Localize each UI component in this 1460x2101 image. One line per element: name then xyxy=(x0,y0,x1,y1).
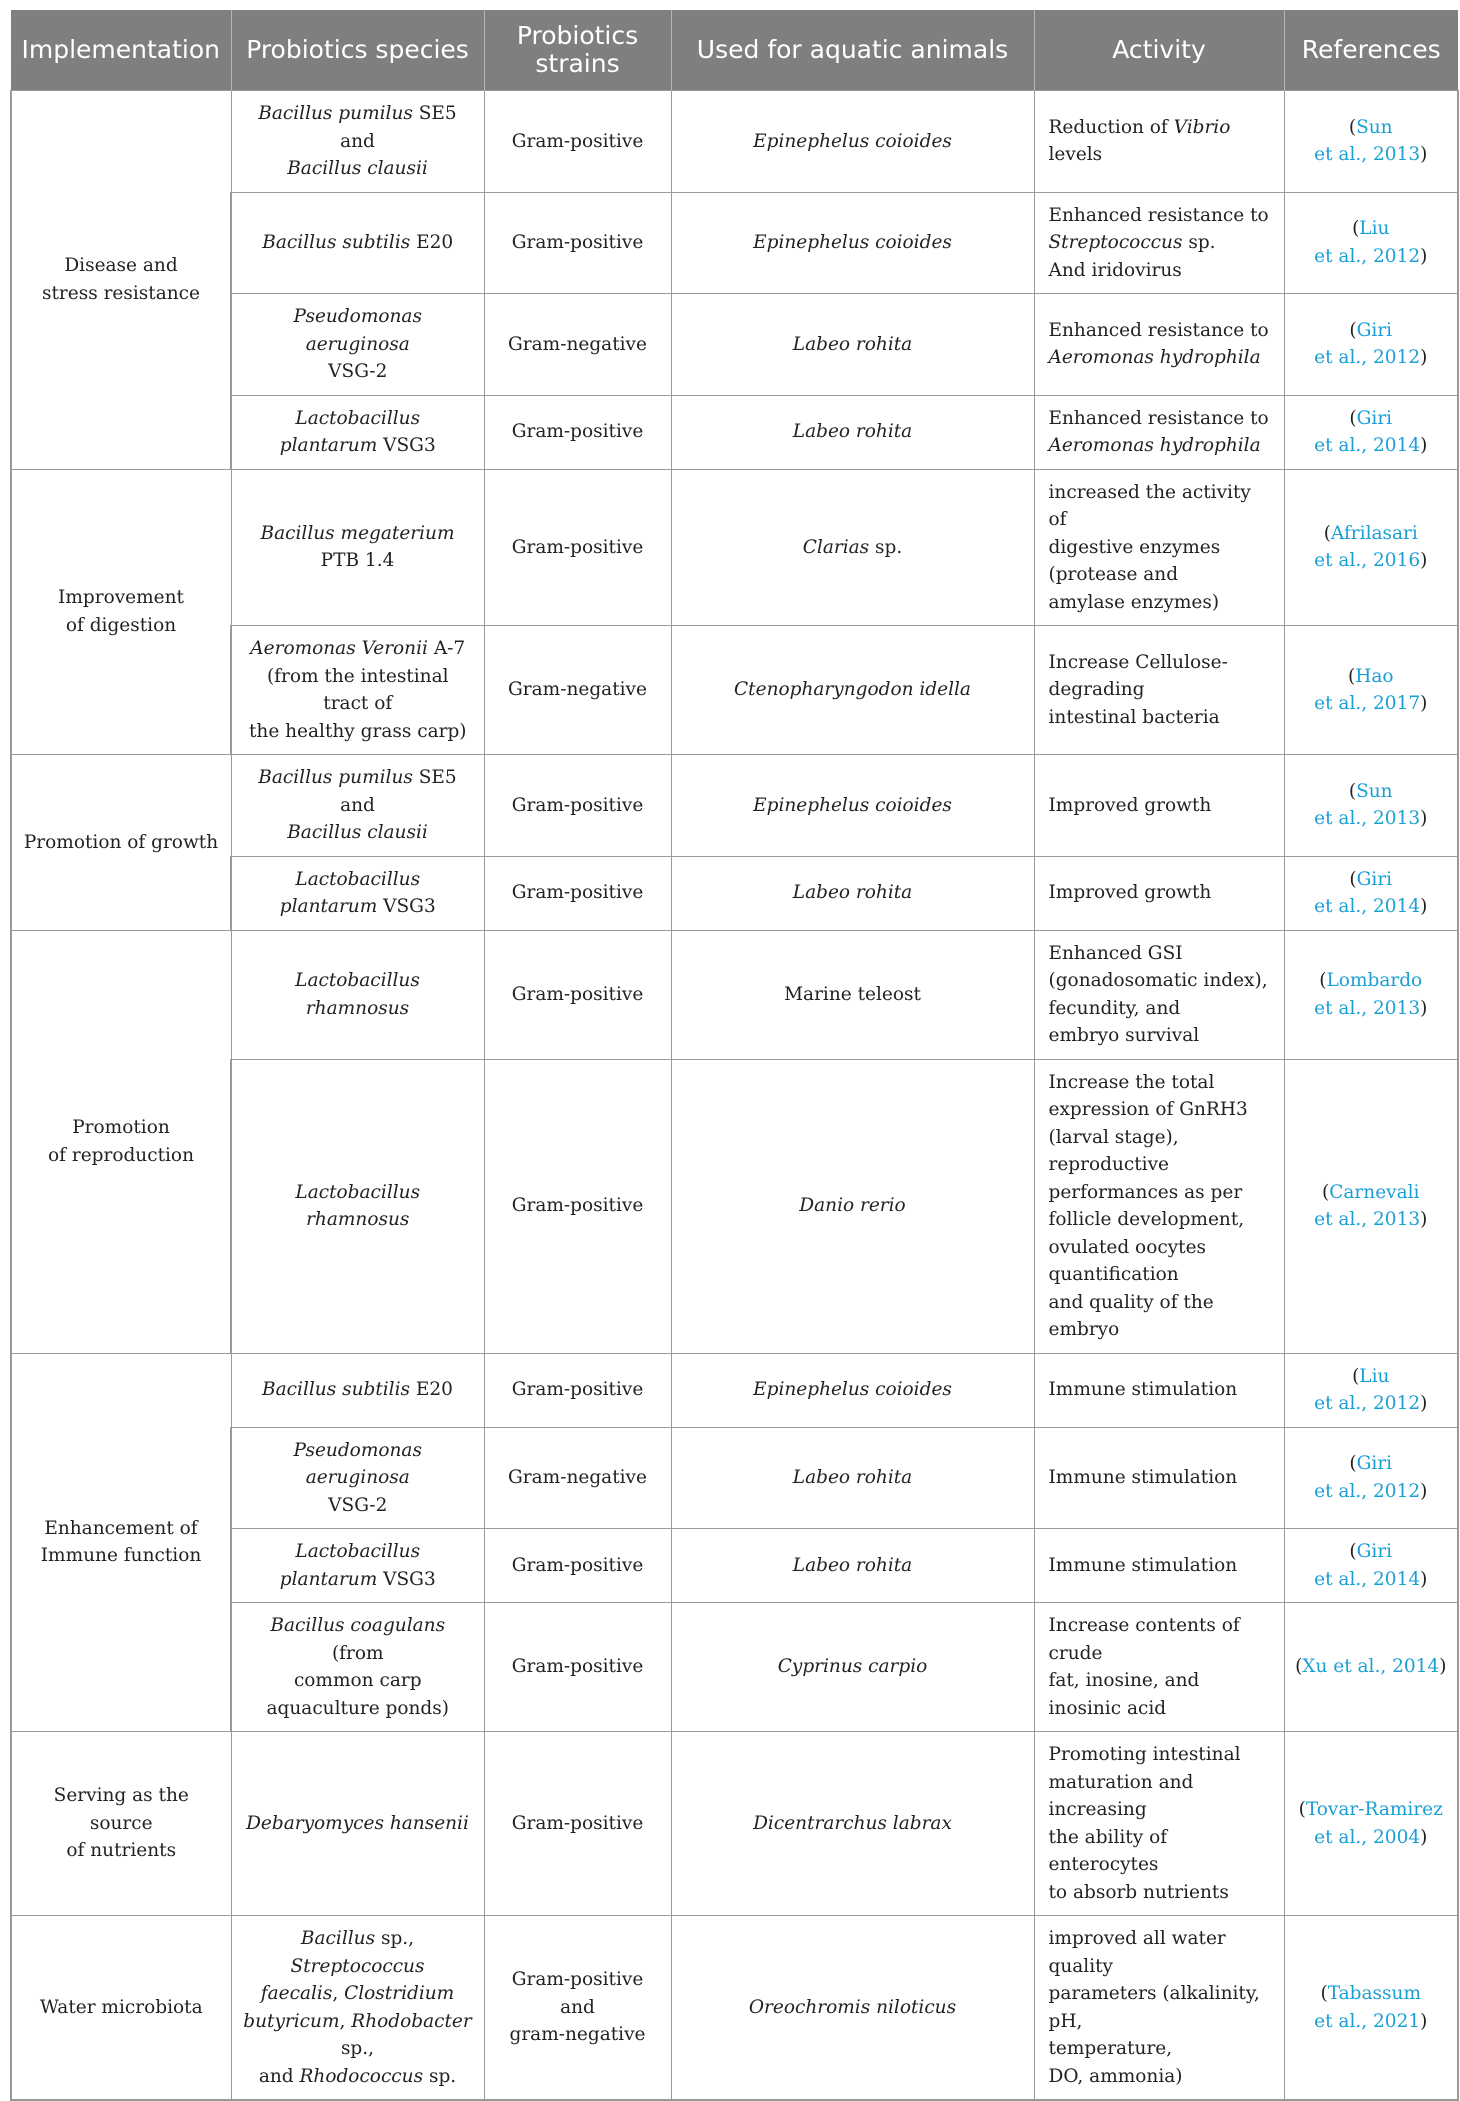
reference-cell xyxy=(1284,1529,1458,1603)
reference-paren: ( xyxy=(1322,1181,1330,1203)
reference-paren: ) xyxy=(1420,693,1428,714)
reference-link[interactable]: Hao et al., 2017 xyxy=(1314,665,1421,714)
reference-cell xyxy=(1284,1353,1458,1427)
activity-text: Reduction of xyxy=(1048,116,1174,138)
animal-cell: Epinephelus coioides xyxy=(671,755,1034,857)
species-text: VSG3 xyxy=(377,1568,436,1590)
species-text: Rhodococcus xyxy=(299,2065,424,2087)
reference-paren: ) xyxy=(1420,435,1428,456)
species-text: sp., xyxy=(375,1928,415,1949)
species-cell xyxy=(231,294,484,396)
reference-paren: ) xyxy=(1420,1568,1428,1590)
activity-cell xyxy=(1034,91,1284,193)
reference-paren: ) xyxy=(1420,1393,1428,1414)
reference-link[interactable]: Giri et al., 2012 xyxy=(1314,319,1421,369)
activity-text: Increase contents of crude fat, inosine, and inosinic acid xyxy=(1048,1615,1240,1719)
reference-cell xyxy=(1284,930,1458,1059)
animal-cell: Epinephelus coioides xyxy=(671,192,1034,294)
species-text: Rhodobacter xyxy=(351,2010,472,2032)
species-cell xyxy=(231,755,484,857)
species-text: Bacillus coagulans xyxy=(270,1615,446,1636)
strain-cell: Gram-positive xyxy=(484,192,671,294)
reference-cell xyxy=(1284,1603,1458,1732)
activity-cell xyxy=(1034,192,1284,294)
reference-paren: ( xyxy=(1349,1453,1357,1475)
strain-cell: Gram-positive xyxy=(484,1059,671,1353)
strain-cell: Gram-positive xyxy=(484,395,671,469)
species-text: Bacillus pumilus xyxy=(258,103,413,124)
species-cell xyxy=(231,1529,484,1603)
table-row xyxy=(11,469,1458,626)
implementation-cell: Disease and stress resistance xyxy=(11,91,231,470)
activity-text: Streptococcus xyxy=(1048,232,1183,253)
reference-paren: ) xyxy=(1420,144,1428,166)
activity-text: Improved growth xyxy=(1048,882,1212,904)
species-text: SE5 and xyxy=(340,767,457,816)
activity-text: Improved growth xyxy=(1048,794,1212,816)
reference-link[interactable]: Giri et al., 2012 xyxy=(1314,1453,1421,1502)
species-cell xyxy=(231,91,484,193)
reference-paren: ) xyxy=(1420,1480,1428,1502)
reference-paren: ( xyxy=(1349,407,1357,429)
reference-paren: ) xyxy=(1420,2010,1428,2032)
species-text: Lactobacillus rhamnosus xyxy=(295,970,420,1019)
animal-cell: Labeo rohita xyxy=(671,294,1034,396)
species-cell xyxy=(231,469,484,626)
activity-text: Increase Cellulose- degrading intestinal bacteria xyxy=(1048,651,1228,728)
activity-text: sp. And iridovirus xyxy=(1048,232,1216,281)
reference-paren: ) xyxy=(1420,550,1428,572)
animal-cell: Oreochromis niloticus xyxy=(671,1916,1034,2101)
activity-cell xyxy=(1034,1732,1284,1916)
activity-cell xyxy=(1034,1427,1284,1529)
reference-paren: ( xyxy=(1295,1656,1303,1678)
implementation-cell: Promotion of reproduction xyxy=(11,930,231,1353)
activity-text: Promoting intestinal maturation and increasing the ability of enterocytes to absorb nutrients xyxy=(1048,1744,1241,1903)
reference-paren: ) xyxy=(1420,896,1428,917)
reference-cell xyxy=(1284,91,1458,193)
species-text: Aeromonas Veronii xyxy=(250,638,428,659)
animal-cell: Labeo rohita xyxy=(671,1427,1034,1529)
activity-text: Enhanced resistance to xyxy=(1048,407,1269,429)
species-cell xyxy=(231,1059,484,1353)
reference-paren: ( xyxy=(1352,1365,1360,1387)
reference-link[interactable]: Liu et al., 2012 xyxy=(1314,1365,1421,1414)
header-probiotics-strains: Probiotics strains xyxy=(484,10,671,91)
implementation-cell: Serving as the source of nutrients xyxy=(11,1732,231,1916)
table-row xyxy=(11,1353,1458,1427)
activity-text: Aeromonas hydrophila xyxy=(1048,435,1261,456)
strain-cell: Gram-positive xyxy=(484,1353,671,1427)
animal-cell: Danio rerio xyxy=(671,1059,1034,1353)
species-text: Clostridium butyricum xyxy=(243,1983,455,2032)
species-text: VSG-2 xyxy=(328,361,388,382)
reference-paren: ( xyxy=(1349,319,1357,341)
strain-cell: Gram-positive xyxy=(484,1529,671,1603)
reference-paren: ) xyxy=(1420,808,1428,830)
activity-cell xyxy=(1034,1353,1284,1427)
reference-cell xyxy=(1284,294,1458,396)
species-text: Lactobacillus plantarum xyxy=(279,868,421,917)
reference-link[interactable]: Sun et al., 2013 xyxy=(1314,780,1421,830)
implementation-cell: Promotion of growth xyxy=(11,755,231,931)
strain-cell: Gram-negative xyxy=(484,294,671,396)
activity-cell xyxy=(1034,626,1284,755)
reference-link[interactable]: Carnevali et al., 2013 xyxy=(1314,1181,1421,1230)
animal-text: sp. xyxy=(869,536,903,558)
header-used-for-aquatic-animals: Used for aquatic animals xyxy=(671,10,1034,91)
species-text: (from common carp aquaculture ponds) xyxy=(266,1642,449,1719)
reference-paren: ( xyxy=(1298,1799,1306,1820)
activity-text: Enhanced resistance to xyxy=(1048,204,1269,226)
reference-paren: ) xyxy=(1420,347,1428,369)
species-text: Bacillus subtilis xyxy=(262,232,411,253)
table-row xyxy=(11,91,1458,193)
reference-link[interactable]: Giri et al., 2014 xyxy=(1314,407,1421,456)
species-text: VSG3 xyxy=(377,435,436,456)
activity-text: improved all water quality parameters (alkalinity, pH, temperature, DO, ammonia) xyxy=(1048,1928,1260,2087)
activity-cell xyxy=(1034,1916,1284,2101)
implementation-cell: Enhancement of Immune function xyxy=(11,1353,231,1732)
reference-cell xyxy=(1284,395,1458,469)
activity-text: Immune stimulation xyxy=(1048,1467,1238,1488)
species-cell xyxy=(231,1603,484,1732)
species-text: E20 xyxy=(410,1379,453,1401)
species-cell xyxy=(231,1916,484,2101)
animal-cell: Labeo rohita xyxy=(671,395,1034,469)
activity-text: Increase the total expression of GnRH3 (larval stage), reproductive performances as per follicle development, ovulated oocytes quantification and quality of the embryo xyxy=(1048,1071,1248,1340)
species-cell xyxy=(231,1353,484,1427)
species-text: , xyxy=(339,2010,352,2032)
reference-link[interactable]: Sun et al., 2013 xyxy=(1314,116,1421,166)
strain-cell: Gram-positive xyxy=(484,930,671,1059)
activity-cell xyxy=(1034,856,1284,930)
reference-paren: ) xyxy=(1420,1209,1428,1230)
species-text: Lactobacillus plantarum xyxy=(279,407,421,456)
species-text: VSG3 xyxy=(377,896,436,917)
activity-cell xyxy=(1034,1603,1284,1732)
strain-cell: Gram-positive and gram-negative xyxy=(484,1916,671,2101)
animal-text: Clarias xyxy=(802,536,870,558)
reference-paren: ) xyxy=(1420,997,1428,1019)
strain-cell: Gram-positive xyxy=(484,1603,671,1732)
reference-link[interactable]: Tabassum et al., 2021 xyxy=(1314,1983,1421,2032)
activity-text: levels xyxy=(1048,144,1103,166)
reference-paren: ( xyxy=(1349,868,1357,890)
reference-cell xyxy=(1284,1916,1458,2101)
activity-text: Aeromonas hydrophila xyxy=(1048,347,1261,369)
species-text: Bacillus clausii xyxy=(287,822,428,843)
header-probiotics-species: Probiotics species xyxy=(231,10,484,91)
table-row xyxy=(11,930,1458,1059)
reference-paren: ( xyxy=(1347,665,1356,687)
reference-cell xyxy=(1284,755,1458,857)
species-text: PTB 1.4 xyxy=(320,550,395,572)
species-cell xyxy=(231,395,484,469)
species-text: Pseudomonas aeruginosa xyxy=(293,306,422,355)
activity-text: Enhanced GSI (gonadosomatic index), fecundity, and embryo survival xyxy=(1048,942,1268,1046)
species-text: Bacillus subtilis xyxy=(262,1379,411,1401)
table-row xyxy=(11,755,1458,857)
reference-paren: ( xyxy=(1323,522,1331,544)
animal-cell: Dicentrarchus labrax xyxy=(671,1732,1034,1916)
reference-paren: ) xyxy=(1439,1656,1447,1678)
reference-paren: ( xyxy=(1320,1983,1328,2004)
animal-cell: Labeo rohita xyxy=(671,1529,1034,1603)
implementation-cell: Improvement of digestion xyxy=(11,469,231,755)
animal-cell xyxy=(671,469,1034,626)
species-text: sp. xyxy=(423,2065,457,2087)
strain-cell: Gram-positive xyxy=(484,856,671,930)
reference-link[interactable]: Xu et al., 2014 xyxy=(1302,1656,1440,1678)
species-text: E20 xyxy=(410,232,454,253)
species-text: SE5 and xyxy=(340,103,457,152)
activity-text: Immune stimulation xyxy=(1048,1379,1238,1401)
species-cell xyxy=(231,1427,484,1529)
strain-cell: Gram-negative xyxy=(484,1427,671,1529)
reference-cell xyxy=(1284,1427,1458,1529)
species-text: Streptococcus faecalis xyxy=(260,1955,425,2004)
animal-cell: Cyprinus carpio xyxy=(671,1603,1034,1732)
species-text: Bacillus megaterium xyxy=(260,522,455,544)
species-text: VSG-2 xyxy=(328,1494,388,1516)
reference-link[interactable]: Tovar-Ramirez et al., 2004 xyxy=(1305,1799,1443,1848)
species-cell xyxy=(231,856,484,930)
strain-cell: Gram-positive xyxy=(484,469,671,626)
species-text: Bacillus clausii xyxy=(287,158,428,179)
activity-cell xyxy=(1034,294,1284,396)
reference-paren: ( xyxy=(1348,780,1357,802)
reference-link[interactable]: Giri et al., 2014 xyxy=(1314,1541,1421,1590)
reference-paren: ( xyxy=(1352,218,1360,240)
species-text: Debaryomyces hansenii xyxy=(246,1812,469,1834)
activity-text: Vibrio xyxy=(1173,116,1231,138)
reference-cell xyxy=(1284,856,1458,930)
reference-cell xyxy=(1284,192,1458,294)
reference-link[interactable]: Giri et al., 2014 xyxy=(1314,868,1421,917)
reference-link[interactable]: Liu et al., 2012 xyxy=(1314,218,1421,267)
species-text: Bacillus pumilus xyxy=(258,767,413,788)
species-text: Lactobacillus rhamnosus xyxy=(295,1181,421,1230)
strain-cell: Gram-negative xyxy=(484,626,671,755)
activity-cell xyxy=(1034,1059,1284,1353)
activity-text: increased the activity of digestive enzymes (protease and amylase enzymes) xyxy=(1048,481,1251,613)
reference-cell xyxy=(1284,1059,1458,1353)
species-cell xyxy=(231,1732,484,1916)
activity-text: Immune stimulation xyxy=(1048,1554,1238,1576)
probiotics-table xyxy=(10,10,1459,2101)
activity-cell xyxy=(1034,930,1284,1059)
header-references: References xyxy=(1284,10,1458,91)
reference-cell xyxy=(1284,626,1458,755)
reference-paren: ) xyxy=(1420,245,1428,267)
species-cell xyxy=(231,192,484,294)
species-cell xyxy=(231,626,484,755)
table-container xyxy=(10,10,1457,2101)
reference-paren: ( xyxy=(1348,116,1357,138)
implementation-cell: Water microbiota xyxy=(11,1916,231,2101)
table-row xyxy=(11,1732,1458,1916)
header-activity: Activity xyxy=(1034,10,1284,91)
reference-link[interactable]: Afrilasari et al., 2016 xyxy=(1314,522,1421,572)
strain-cell: Gram-positive xyxy=(484,91,671,193)
activity-text: Enhanced resistance to xyxy=(1048,319,1269,341)
reference-link[interactable]: Lombardo et al., 2013 xyxy=(1314,970,1423,1019)
activity-cell xyxy=(1034,395,1284,469)
reference-paren: ( xyxy=(1319,970,1327,991)
animal-cell: Labeo rohita xyxy=(671,856,1034,930)
animal-cell: Marine teleost xyxy=(671,930,1034,1059)
header-implementation: Implementation xyxy=(11,10,231,91)
reference-cell xyxy=(1284,1732,1458,1916)
table-row xyxy=(11,1916,1458,2101)
species-text: Lactobacillus plantarum xyxy=(279,1541,421,1590)
strain-cell: Gram-positive xyxy=(484,1732,671,1916)
species-text: , xyxy=(332,1983,345,2004)
header-row xyxy=(11,10,1458,91)
strain-cell: Gram-positive xyxy=(484,755,671,857)
animal-cell: Epinephelus coioides xyxy=(671,1353,1034,1427)
species-text: Pseudomonas aeruginosa xyxy=(293,1439,422,1488)
activity-cell xyxy=(1034,1529,1284,1603)
reference-cell xyxy=(1284,469,1458,626)
reference-paren: ( xyxy=(1349,1541,1357,1562)
species-text: Bacillus xyxy=(300,1928,376,1949)
species-cell xyxy=(231,930,484,1059)
species-text: sp., and xyxy=(258,2038,375,2087)
species-text: A-7 (from the intestinal tract of the healthy grass carp) xyxy=(248,638,467,742)
reference-paren: ) xyxy=(1420,1826,1428,1848)
animal-cell: Ctenopharyngodon idella xyxy=(671,626,1034,755)
activity-cell xyxy=(1034,755,1284,857)
activity-cell xyxy=(1034,469,1284,626)
animal-cell: Epinephelus coioides xyxy=(671,91,1034,193)
